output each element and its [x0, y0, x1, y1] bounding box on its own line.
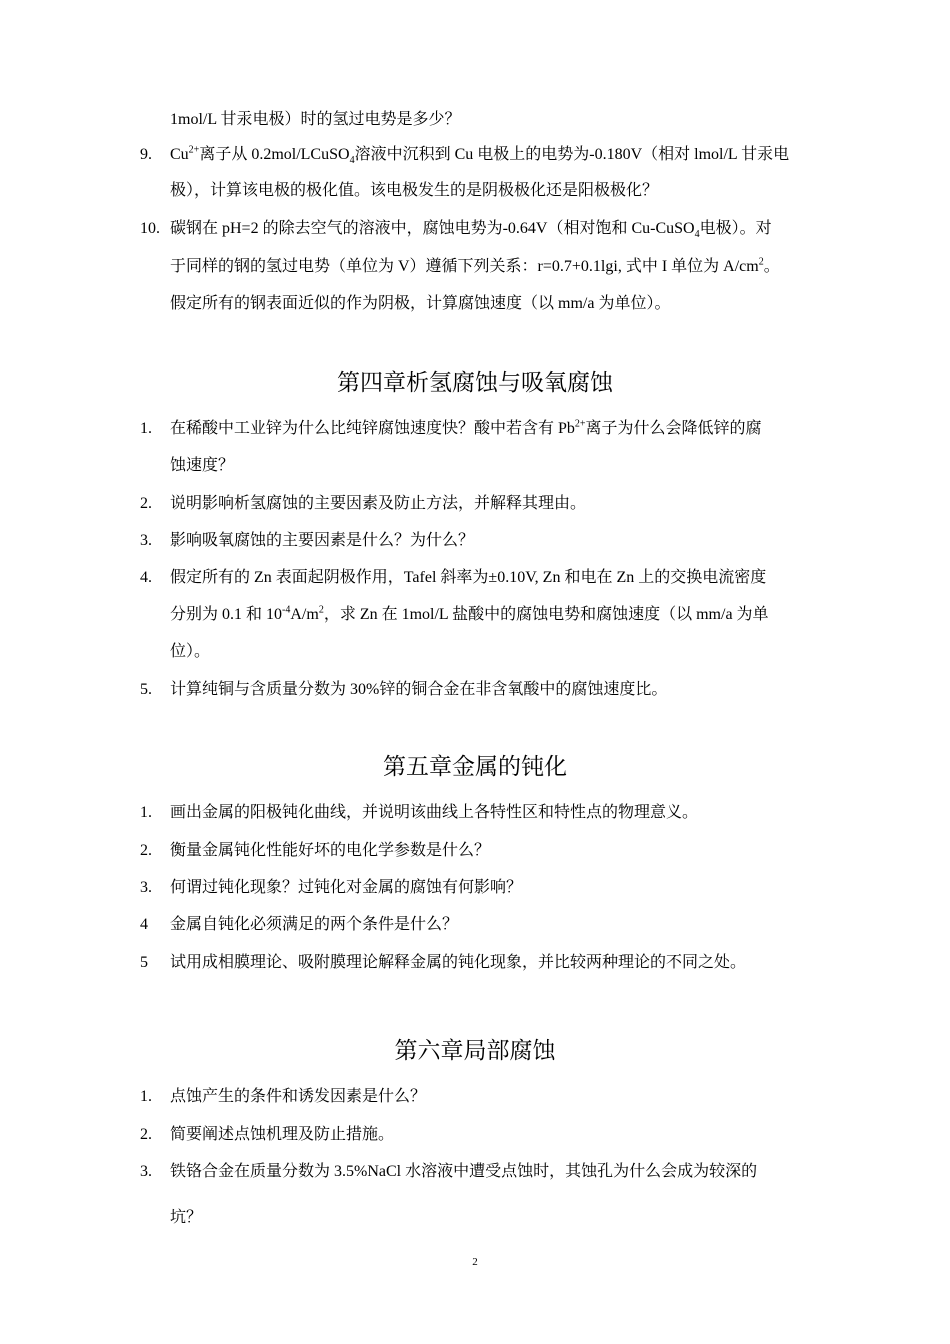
question-number: 3. — [140, 879, 152, 896]
question-number: 2. — [140, 495, 152, 512]
question-text: 分别为 0.1 和 $10^{-4}A/m^2$，求 Zn 在 1mol/L 盐酸中的腐蚀电势和腐蚀速度（以 mm/a 为单 — [170, 604, 769, 623]
question-text: 极），计算该电极的极化值。该电极发生的是阴极极化还是阳极极化？ — [170, 182, 659, 199]
question-number: 2. — [140, 842, 152, 859]
question-text: 坑？ — [170, 1209, 203, 1226]
question-text: 在稀酸中工业锌为什么比纯锌腐蚀速度快？酸中若含有 $Pb^{2+}$离子为什么会降低锌的腐 — [170, 418, 762, 437]
question-text: 说明影响析氢腐蚀的主要因素及防止方法，并解释其理由。 — [170, 495, 587, 512]
question-number: 4 — [140, 916, 148, 933]
question-number: 5. — [140, 681, 152, 698]
question-continuation: 1mol/L 甘汞电极）时的氢过电势是多少？ — [170, 111, 461, 128]
question-text: 碳钢在 pH=2 的除去空气的溶液中，腐蚀电势为-0.64V（相对饱和 Cu-CuSO$_4$电极）。对 — [170, 220, 772, 241]
question-number: 4. — [140, 569, 152, 586]
question-number: 1. — [140, 804, 152, 821]
question-number: 9. — [140, 146, 152, 163]
question-text: 何谓过钝化现象？过钝化对金属的腐蚀有何影响？ — [170, 879, 523, 896]
question-text: 影响吸氧腐蚀的主要因素是什么？为什么？ — [170, 532, 475, 549]
question-text: 于同样的钢的氢过电势（单位为 V）遵循下列关系：r=0.7+0.1lgi, 式中 I 单位为 $A/cm^2$。 — [170, 256, 780, 275]
question-text: 假定所有的 Zn 表面起阴极作用，Tafel 斜率为±0.10V, Zn 和电在 Zn 上的交换电流密度 — [170, 569, 767, 586]
chapter-heading: 第六章局部腐蚀 — [394, 1038, 556, 1063]
question-text: $Cu^{2+}$离子从 0.2mol/LCuSO$_4$溶液中沉积到 Cu 电极上的电势为-0.180V（相对 lmol/L 甘汞电 — [170, 144, 790, 167]
question-number: 5 — [140, 954, 148, 971]
question-number: 10. — [140, 220, 160, 237]
question-text: 蚀速度？ — [170, 457, 235, 474]
question-text: 铁铬合金在质量分数为 3.5%NaCl 水溶液中遭受点蚀时，其蚀孔为什么会成为较深的 — [170, 1163, 758, 1180]
question-text: 画出金属的阳极钝化曲线，并说明该曲线上各特性区和特性点的物理意义。 — [170, 804, 699, 821]
question-text: 金属自钝化必须满足的两个条件是什么？ — [170, 916, 459, 933]
question-text: 试用成相膜理论、吸附膜理论解释金属的钝化现象，并比较两种理论的不同之处。 — [170, 954, 747, 971]
chapter-heading: 第五章金属的钝化 — [383, 754, 567, 779]
question-text: 假定所有的钢表面近似的作为阴极，计算腐蚀速度（以 mm/a 为单位）。 — [170, 295, 671, 312]
question-number: 2. — [140, 1126, 152, 1143]
question-text: 计算纯铜与含质量分数为 30%锌的铜合金在非含氧酸中的腐蚀速度比。 — [170, 681, 668, 698]
question-number: 1. — [140, 420, 152, 437]
page-number: 2 — [472, 1256, 478, 1268]
question-number: 3. — [140, 532, 152, 549]
question-number: 1. — [140, 1088, 152, 1105]
question-number: 3. — [140, 1163, 152, 1180]
question-text: 简要阐述点蚀机理及防止措施。 — [170, 1126, 395, 1143]
chapter-heading: 第四章析氢腐蚀与吸氧腐蚀 — [337, 370, 613, 395]
question-text: 点蚀产生的条件和诱发因素是什么？ — [170, 1088, 427, 1105]
question-text: 位）。 — [170, 643, 211, 660]
question-text: 衡量金属钝化性能好坏的电化学参数是什么？ — [170, 842, 491, 859]
